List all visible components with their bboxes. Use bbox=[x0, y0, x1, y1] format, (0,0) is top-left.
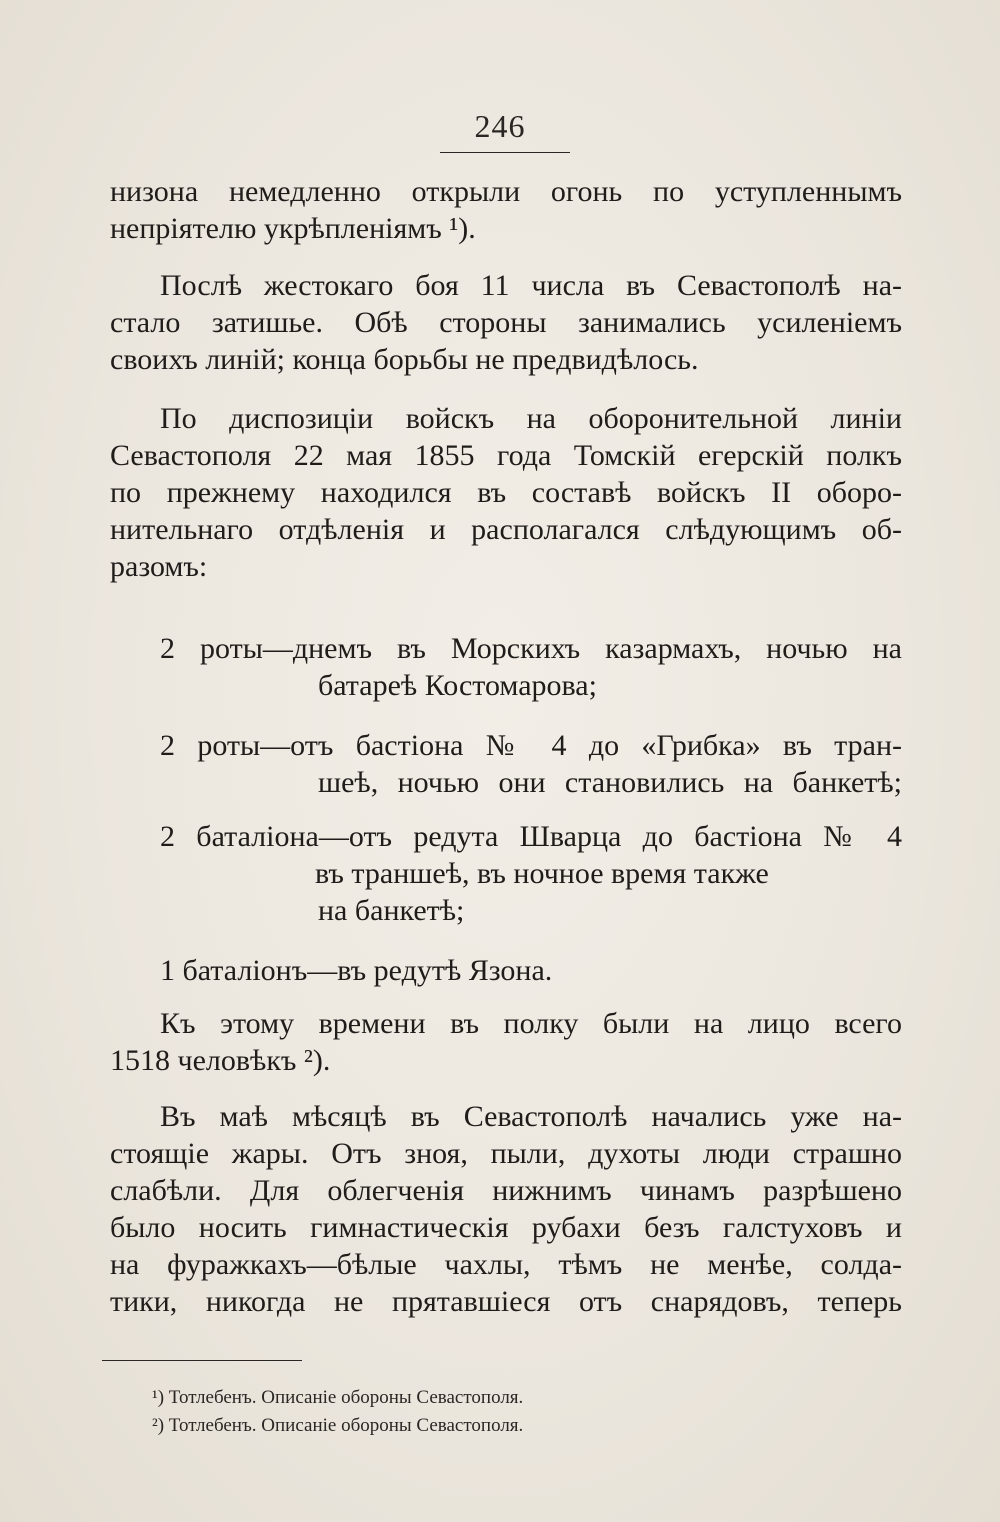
paragraph bbox=[110, 400, 902, 585]
footnote: ¹) Тотлебенъ. Описаніе обороны Севастополя. bbox=[152, 1387, 524, 1408]
text-line: на банкетѣ; bbox=[318, 894, 465, 927]
text-line: шеѣ, ночью они становились на банкетѣ; bbox=[318, 766, 902, 799]
text-line: непріятелю укрѣпленіямъ ¹). bbox=[110, 212, 476, 245]
list-item bbox=[110, 727, 902, 801]
text-line: стало затишье. Обѣ стороны занимались усиленіемъ bbox=[110, 306, 902, 339]
list-item bbox=[110, 630, 902, 704]
text-line: нительнаго отдѣленія и располагался слѣдующимъ об- bbox=[110, 513, 902, 546]
footnote-rule bbox=[102, 1360, 302, 1361]
page-number: 246 bbox=[474, 108, 526, 144]
text-line: было носить гимнастическія рубахи безъ галстуховъ и bbox=[110, 1211, 902, 1244]
text-line: стоящіе жары. Отъ зноя, пыли, духоты люди страшно bbox=[110, 1137, 902, 1170]
text-line: Въ маѣ мѣсяцѣ въ Севастополѣ начались уже на- bbox=[160, 1100, 902, 1133]
paragraph-continuation bbox=[110, 173, 902, 247]
text-line: разомъ: bbox=[110, 550, 208, 583]
text-line: на фуражкахъ—бѣлые чахлы, тѣмъ не менѣе, солда- bbox=[110, 1248, 902, 1281]
text-line: слабѣли. Для облегченія нижнимъ чинамъ разрѣшено bbox=[110, 1174, 902, 1207]
text-line: 1 баталіонъ—въ редутѣ Язона. bbox=[160, 954, 553, 987]
text-line: Послѣ жестокаго боя 11 числа въ Севастополѣ на- bbox=[160, 269, 902, 302]
text-line: по прежнему находился въ составѣ войскъ II оборо- bbox=[110, 476, 902, 509]
text-line: 2 роты—отъ бастіона № 4 до «Грибка» въ тран- bbox=[160, 729, 902, 762]
text-line: батареѣ Костомарова; bbox=[318, 669, 597, 702]
footnote: ²) Тотлебенъ. Описаніе обороны Севастополя. bbox=[152, 1415, 524, 1436]
paragraph bbox=[110, 267, 902, 378]
text-line: Севастополя 22 мая 1855 года Томскій егерскій полкъ bbox=[110, 439, 902, 472]
text-line: въ траншеѣ, въ ночное время также bbox=[315, 857, 769, 890]
header-rule bbox=[440, 152, 570, 153]
text-line: 2 баталіона—отъ редута Шварца до бастіона № 4 bbox=[160, 820, 902, 853]
list-item bbox=[110, 818, 902, 929]
text-line: 1518 человѣкъ ²). bbox=[110, 1044, 331, 1077]
paragraph bbox=[110, 1098, 902, 1320]
text-line: 2 роты—днемъ въ Морскихъ казармахъ, ночью на bbox=[160, 632, 902, 665]
text-line: своихъ линій; конца борьбы не предвидѣлось. bbox=[110, 343, 699, 376]
text-line: тики, никогда не прятавшіеся отъ снарядовъ, теперь bbox=[110, 1285, 902, 1318]
paragraph bbox=[110, 1005, 902, 1079]
list-item bbox=[110, 952, 902, 989]
text-line: По диспозиціи войскъ на оборонительной линіи bbox=[160, 402, 902, 435]
footnotes bbox=[152, 1384, 523, 1440]
text-line: низона немедленно открыли огонь по уступленнымъ bbox=[110, 175, 902, 208]
text-line: Къ этому времени въ полку были на лицо всего bbox=[160, 1007, 902, 1040]
